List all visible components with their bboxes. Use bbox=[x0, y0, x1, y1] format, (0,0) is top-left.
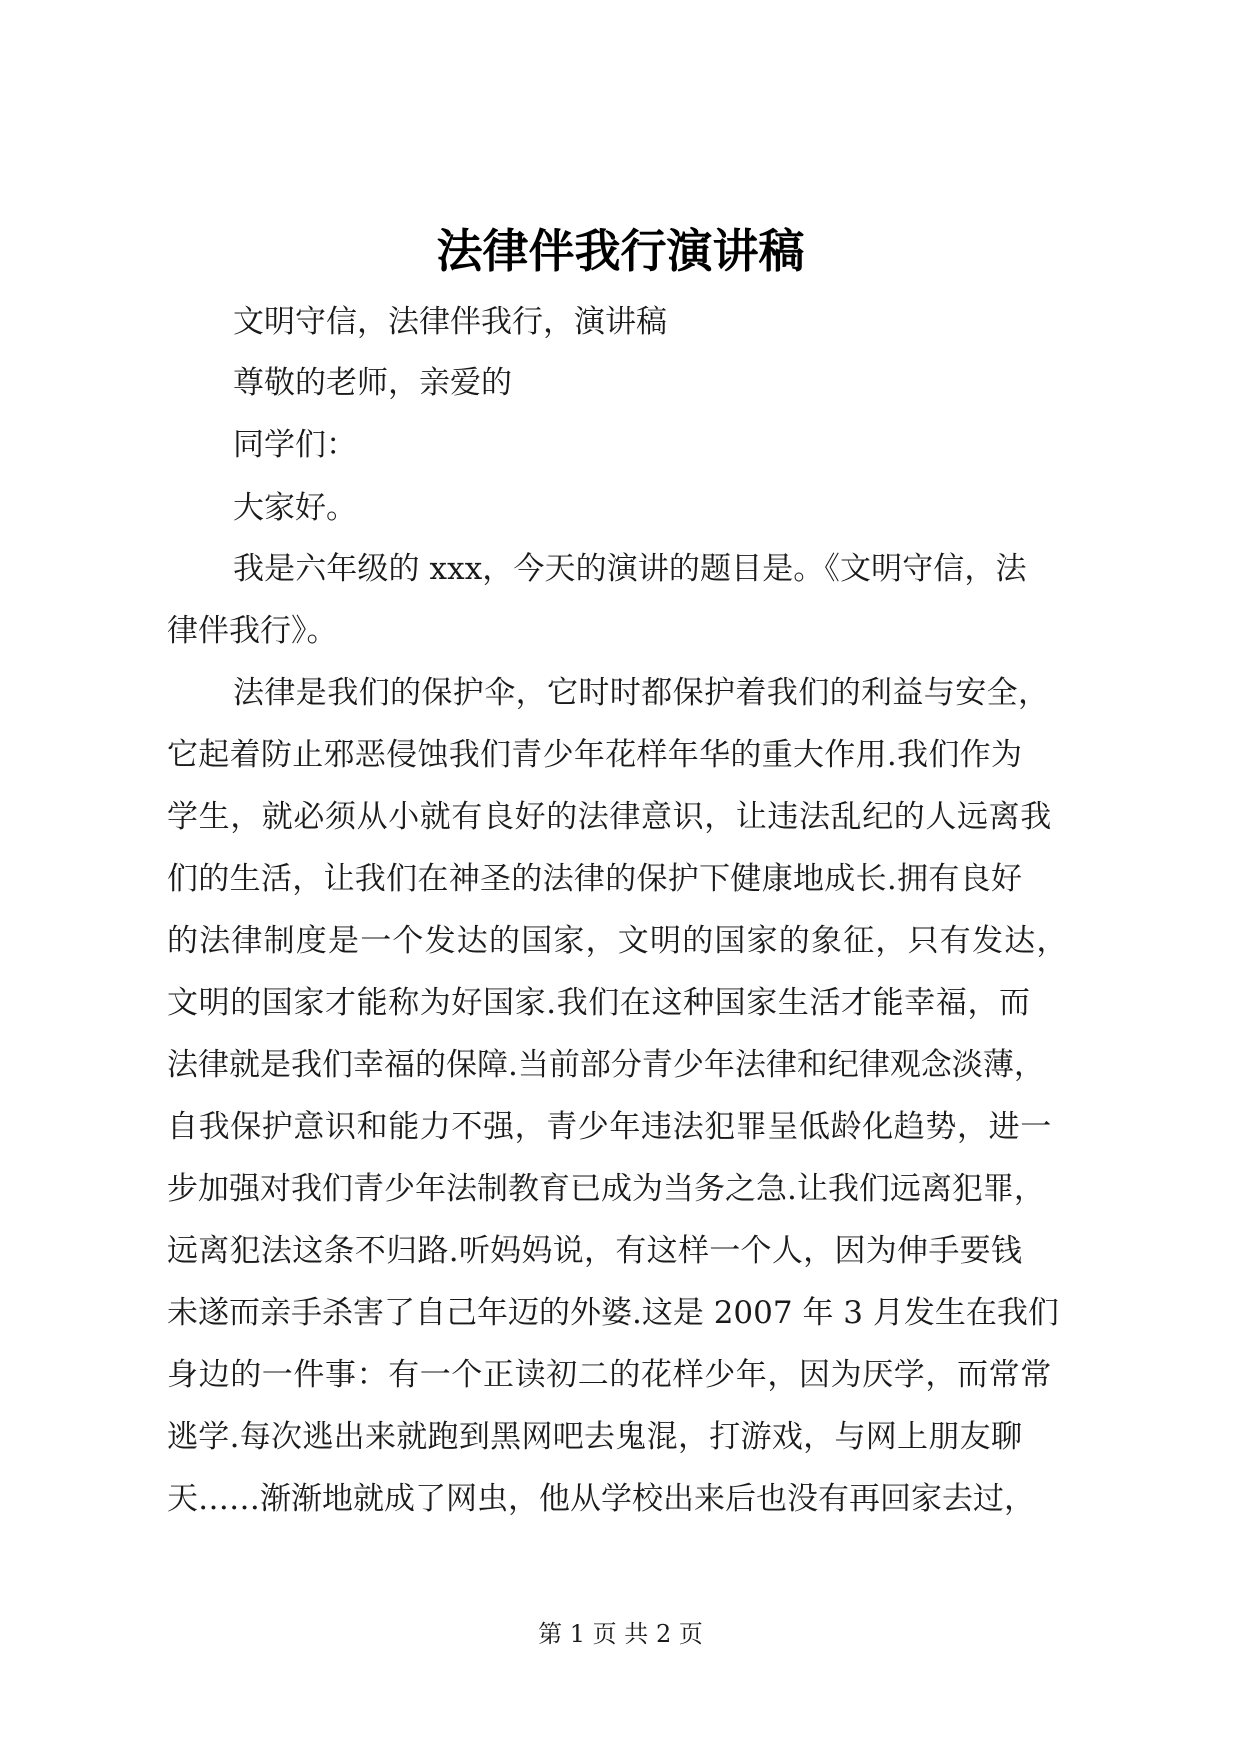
page-number-footer: 第 1 页 共 2 页 bbox=[538, 1620, 703, 1648]
body-line: 远离犯法这条不归路.听妈妈说，有这样一个人，因为伸手要钱 bbox=[167, 1233, 1023, 1269]
body-line: 同学们： bbox=[233, 427, 357, 463]
body-line: 大家好。 bbox=[233, 490, 357, 526]
body-line: 们的生活，让我们在神圣的法律的保护下健康地成长.拥有良好 bbox=[167, 861, 1023, 897]
body-line: 自我保护意识和能力不强，青少年违法犯罪呈低龄化趋势，进一 bbox=[167, 1109, 1052, 1145]
body-line: 文明的国家才能称为好国家.我们在这种国家生活才能幸福，而 bbox=[167, 985, 1031, 1021]
body-line: 身边的一件事：有一个正读初二的花样少年，因为厌学，而常常 bbox=[167, 1357, 1052, 1393]
body-line: 律伴我行》。 bbox=[167, 613, 338, 649]
body-line: 的法律制度是一个发达的国家，文明的国家的象征，只有发达， bbox=[167, 923, 1069, 959]
body-line: 法律是我们的保护伞，它时时都保护着我们的利益与安全， bbox=[233, 675, 1050, 711]
body-line: 天……渐渐地就成了网虫，他从学校出来后也没有再回家去过， bbox=[167, 1481, 1035, 1517]
body-line: 未遂而亲手杀害了自己年迈的外婆.这是 2007 年 3 月发生在我们 bbox=[167, 1295, 1059, 1331]
body-line: 它起着防止邪恶侵蚀我们青少年花样年华的重大作用.我们作为 bbox=[167, 737, 1023, 773]
body-line: 学生，就必须从小就有良好的法律意识，让违法乱纪的人远离我 bbox=[167, 799, 1052, 835]
body-line: 我是六年级的 xxx，今天的演讲的题目是。《文明守信，法 bbox=[233, 551, 1027, 587]
body-line: 文明守信，法律伴我行，演讲稿 bbox=[233, 304, 667, 340]
body-line: 尊敬的老师，亲爱的 bbox=[233, 365, 512, 401]
document-title: 法律伴我行演讲稿 bbox=[436, 224, 805, 278]
body-line: 法律就是我们幸福的保障.当前部分青少年法律和纪律观念淡薄， bbox=[167, 1047, 1045, 1083]
body-line: 逃学.每次逃出来就跑到黑网吧去鬼混，打游戏，与网上朋友聊 bbox=[167, 1419, 1023, 1455]
body-line: 步加强对我们青少年法制教育已成为当务之急.让我们远离犯罪， bbox=[167, 1171, 1045, 1207]
